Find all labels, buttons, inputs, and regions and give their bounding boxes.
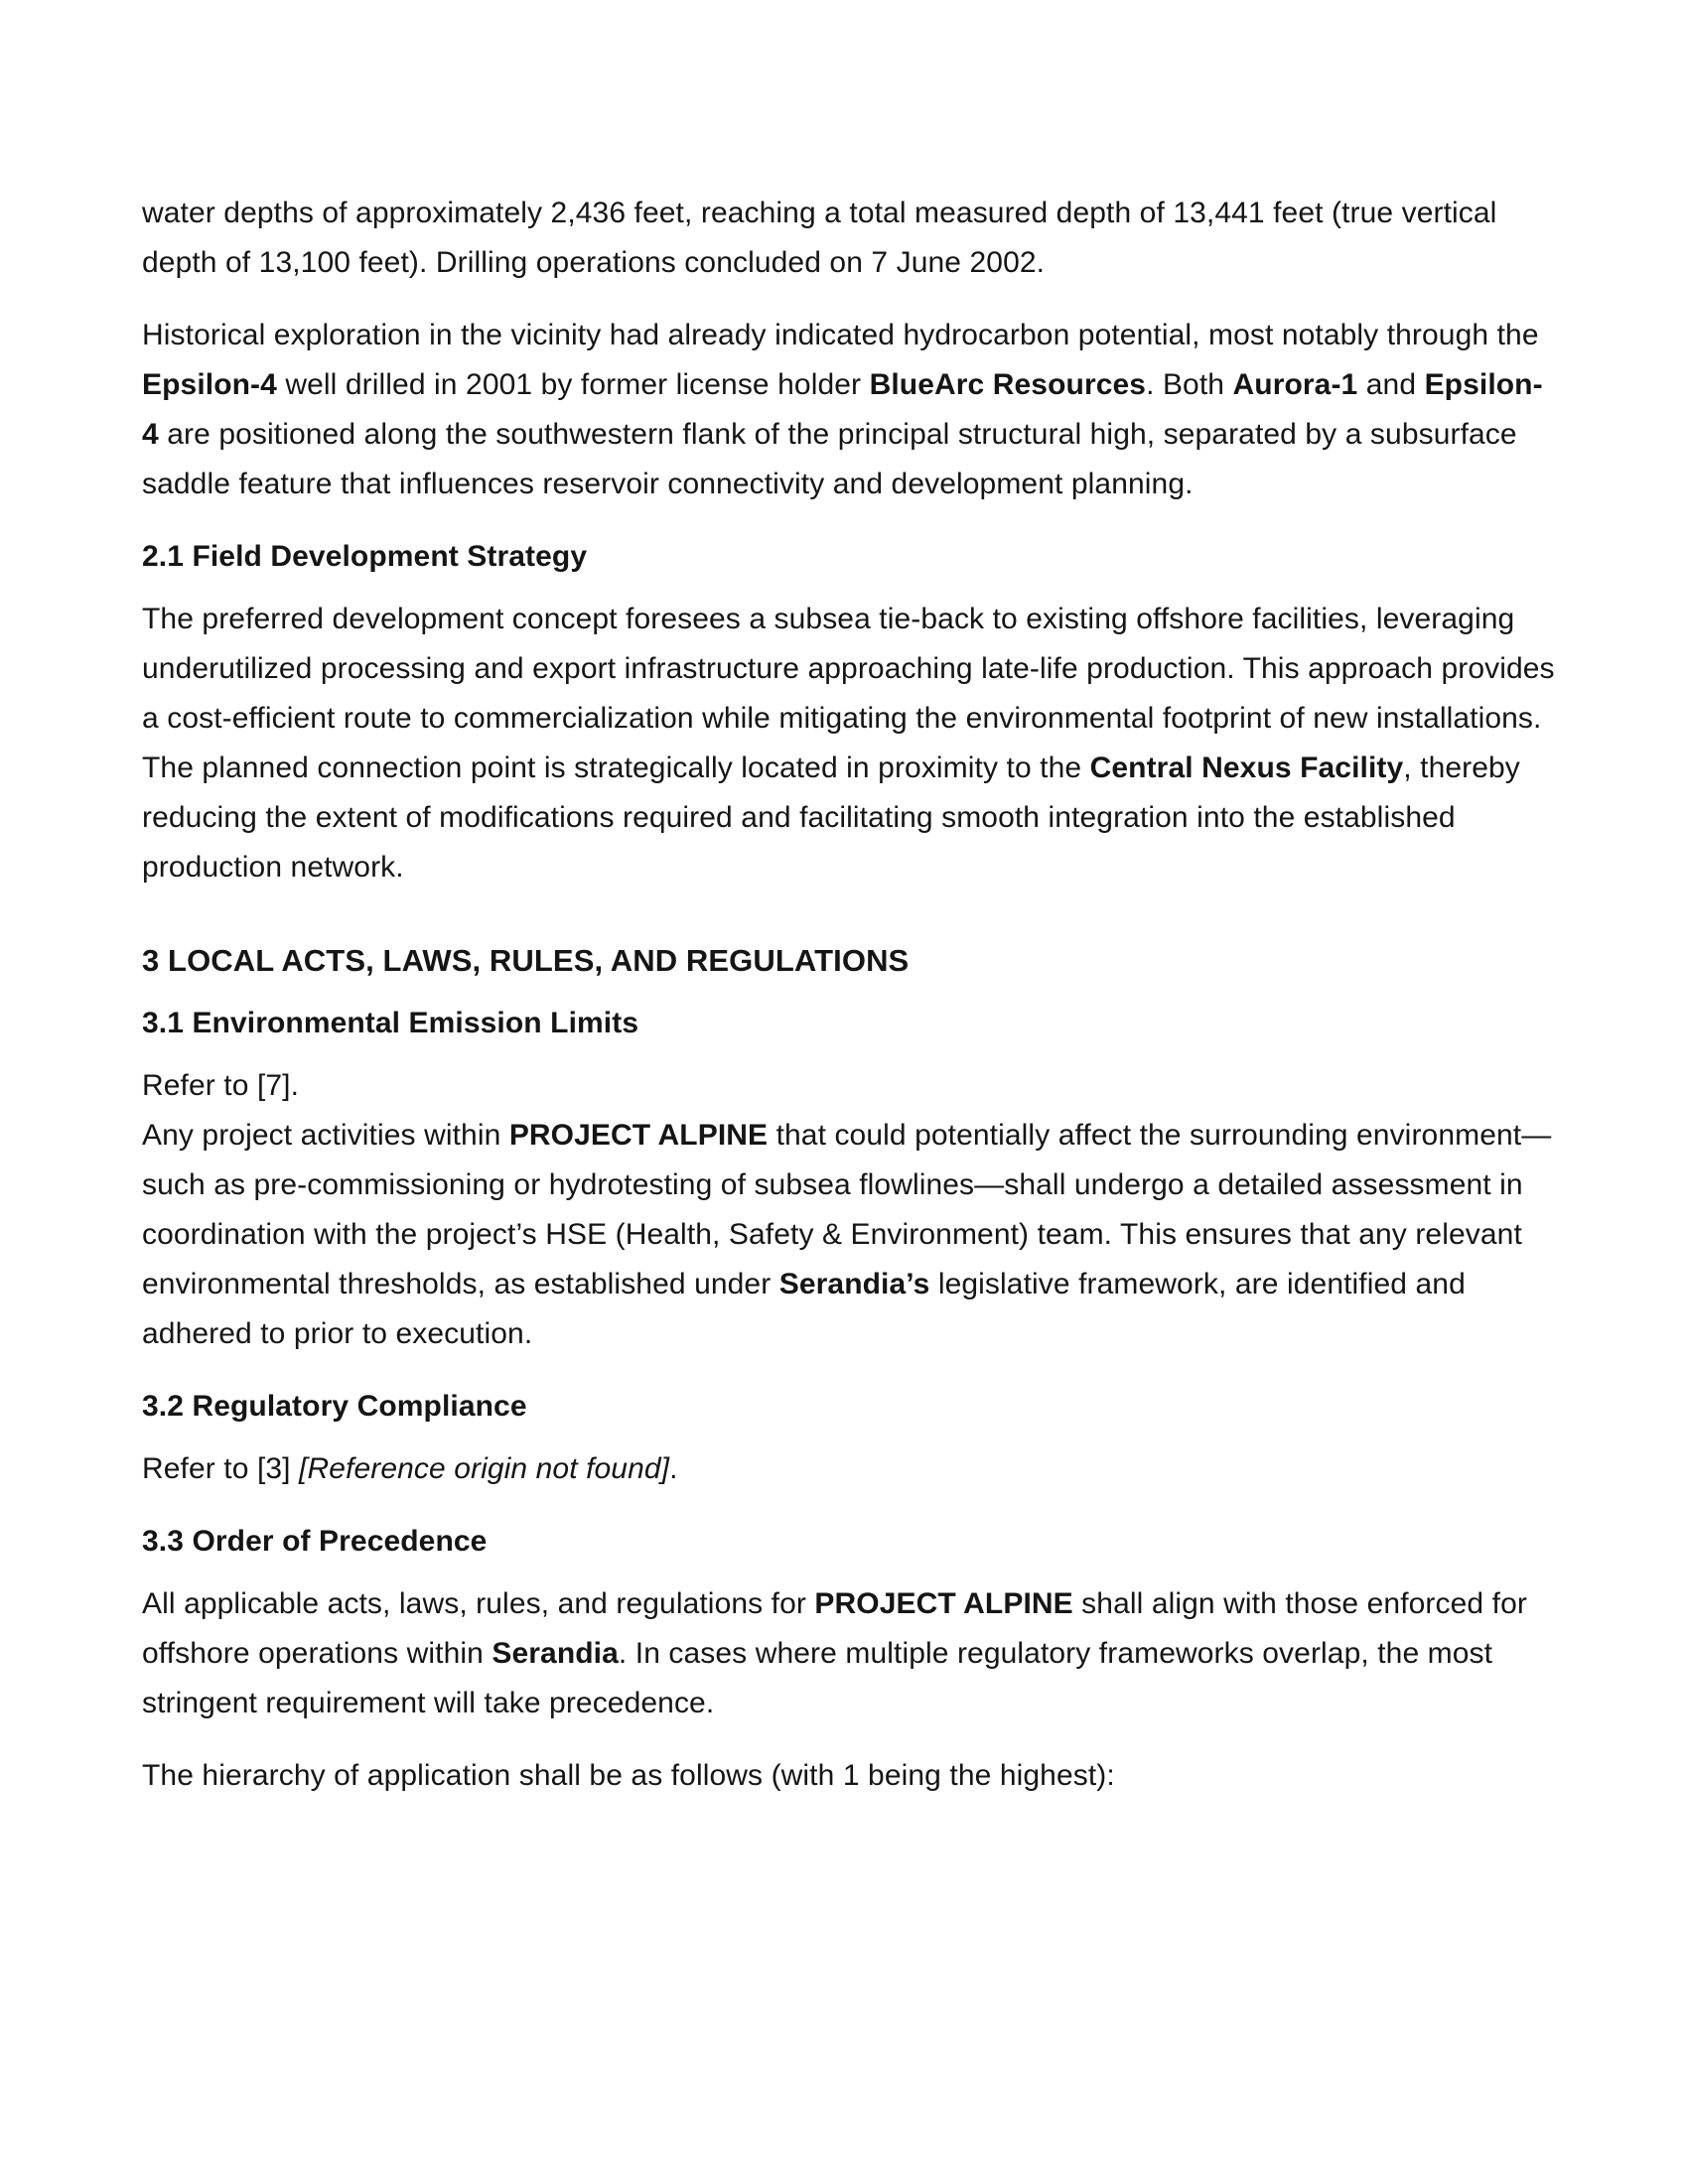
paragraph-compliance-reference <box>142 1444 1556 1494</box>
bold-text-run: Epsilon-4 <box>142 368 277 401</box>
text-run: that could potentially affect the surrounding environment—such as pre-commissioning or hydrotesting of subsea flowlines—shall undergo a detailed assessment in coordination with the project’s HSE (Health, Safety & Environment) team. This ensures that any relevant environmental thresholds, as established under <box>142 1119 1552 1300</box>
text-run: , thereby reducing the extent of modifications required and facilitating smooth integration into the established production network. <box>142 751 1520 884</box>
text-run: The preferred development concept foresees a subsea tie-back to existing offshore facilities, leveraging underutilized processing and export infrastructure approaching late-life production. This approach provides a cost-efficient route to commercialization while mitigating the environmental footprint of new installations. The planned connection point is strategically located in proximity to the <box>142 603 1555 784</box>
text-run: . In cases where multiple regulatory frameworks overlap, the most stringent requirement will take precedence. <box>142 1637 1493 1719</box>
heading-order-of-precedence: 3.3 Order of Precedence <box>142 1525 488 1558</box>
text-run: well drilled in 2001 by former license holder <box>276 368 870 401</box>
paragraph-well-depth <box>142 189 1556 288</box>
bold-text-run: Epsilon-4 <box>142 368 1543 451</box>
text-run: The hierarchy of application shall be as follows (with 1 being the highest): <box>142 1759 1115 1792</box>
text-run: are positioned along the southwestern flank of the principal structural high, separated by a subsurface saddle feature that influences reservoir connectivity and development planning. <box>142 418 1517 500</box>
text-run: . <box>669 1452 678 1485</box>
paragraph-historical-exploration <box>142 311 1556 509</box>
bold-text-run: Aurora-1 <box>1232 368 1358 401</box>
bold-text-run: PROJECT ALPINE <box>508 1119 769 1152</box>
paragraph-hierarchy-intro <box>142 1751 1556 1801</box>
text-run: Historical exploration in the vicinity had already indicated hydrocarbon potential, most notably through the <box>142 319 1539 351</box>
heading-local-acts-laws: 3 LOCAL ACTS, LAWS, RULES, AND REGULATIONS <box>142 943 910 978</box>
bold-text-run: Serandia’s <box>778 1268 930 1300</box>
text-run: Refer to [3] <box>142 1452 300 1485</box>
text-run: . Both <box>1146 368 1233 401</box>
text-run: Refer to [7]. <box>142 1069 300 1102</box>
text-run: legislative framework, are identified and adhered to prior to execution. <box>142 1268 1466 1350</box>
heading-field-development-strategy: 2.1 Field Development Strategy <box>142 540 588 573</box>
paragraph-precedence-rules <box>142 1579 1556 1728</box>
paragraph-development-concept <box>142 595 1556 892</box>
bold-text-run: BlueArc Resources <box>869 368 1147 401</box>
bold-text-run: Serandia <box>492 1637 619 1670</box>
text-run: shall align with those enforced for offshore operations within <box>142 1587 1527 1670</box>
text-run: and <box>1357 368 1425 401</box>
bold-text-run: PROJECT ALPINE <box>814 1587 1073 1620</box>
bold-text-run: Central Nexus Facility <box>1089 751 1404 784</box>
text-run: Any project activities within <box>142 1119 509 1152</box>
heading-environmental-emission-limits: 3.1 Environmental Emission Limits <box>142 1007 639 1039</box>
italic-text-run: [Reference origin not found] <box>299 1452 670 1485</box>
document-body <box>142 189 1556 1824</box>
paragraph-emission-limits <box>142 1061 1556 1359</box>
heading-regulatory-compliance: 3.2 Regulatory Compliance <box>142 1390 527 1423</box>
text-run: water depths of approximately 2,436 feet, reaching a total measured depth of 13,441 feet (true vertical depth of 13,100 feet). Drilling operations concluded on 7 June 2002. <box>142 197 1497 279</box>
text-run: All applicable acts, laws, rules, and regulations for <box>142 1587 815 1620</box>
